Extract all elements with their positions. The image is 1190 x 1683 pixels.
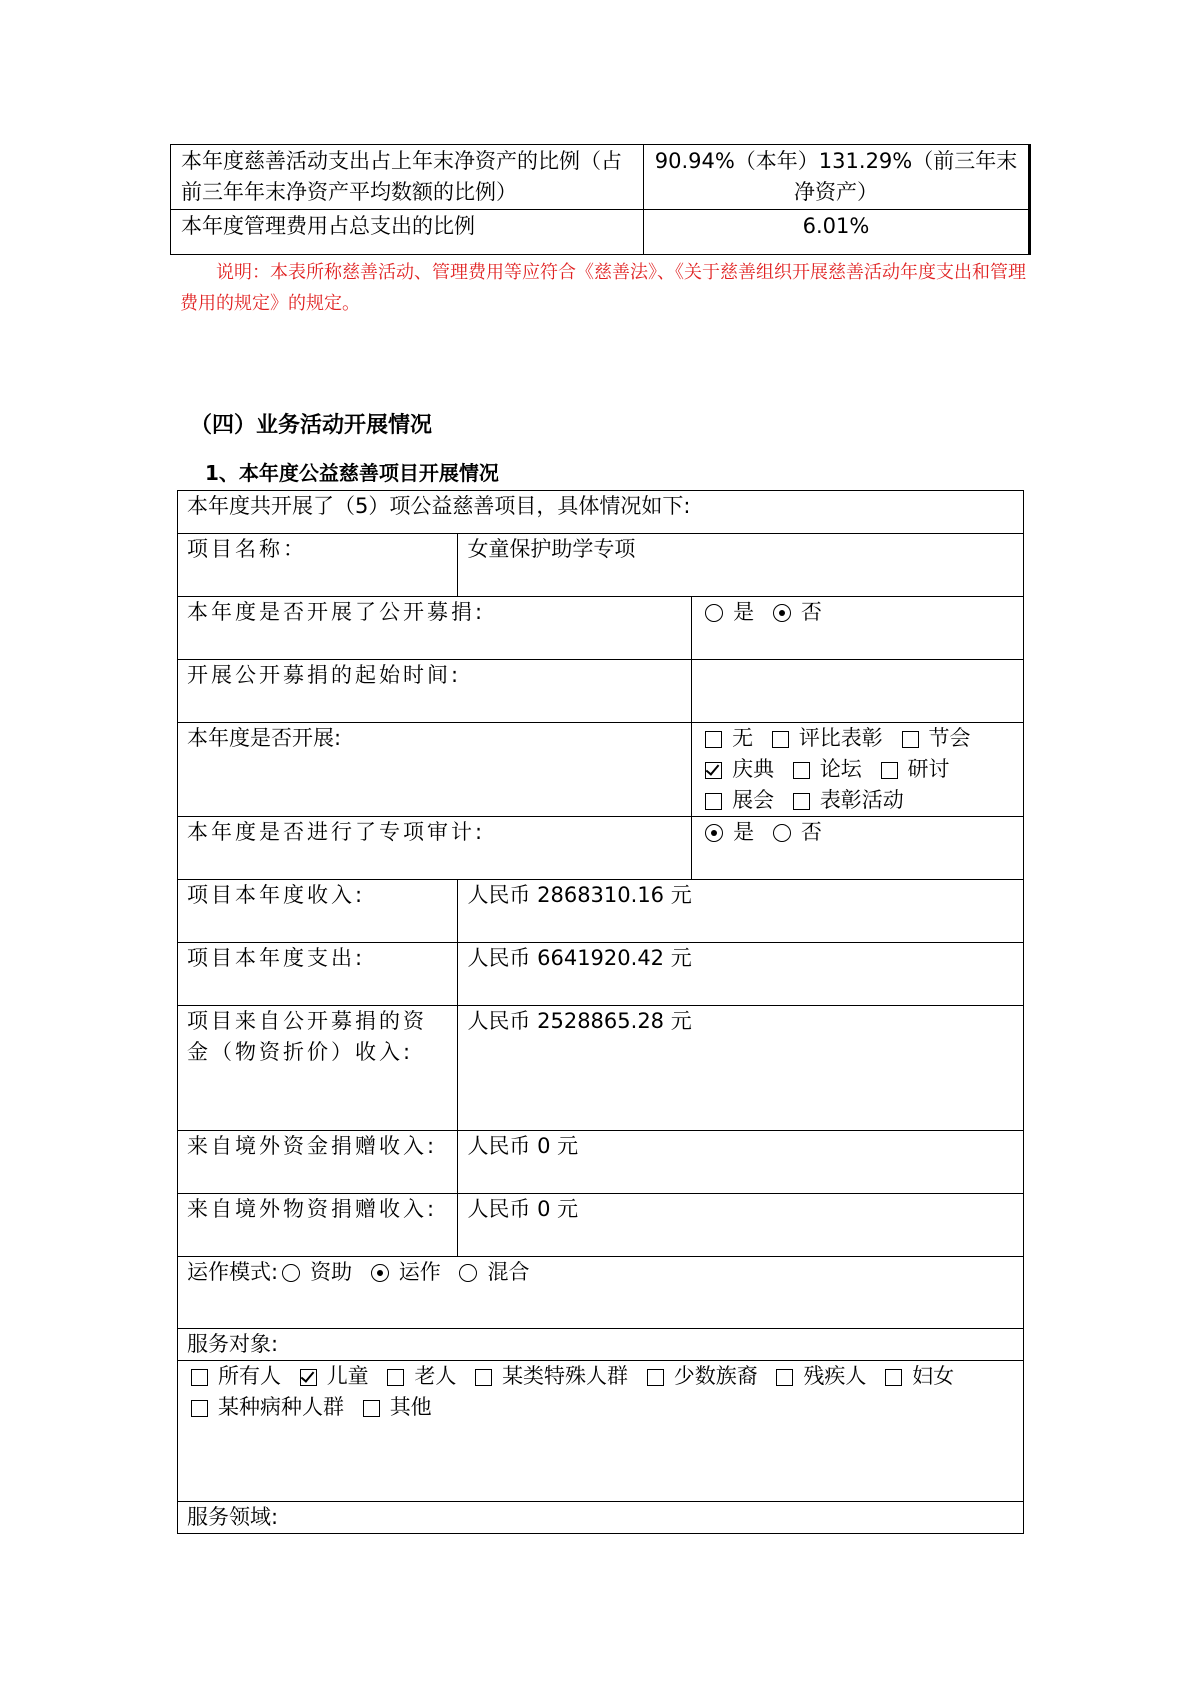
checkbox-unchecked-icon[interactable] — [902, 731, 919, 748]
option-checkbox[interactable] — [701, 757, 774, 781]
option-checkbox[interactable] — [471, 1364, 628, 1388]
checkbox-unchecked-icon[interactable] — [881, 762, 898, 779]
project-name-value: 女童保护助学专项 — [458, 534, 1024, 597]
checkbox-checked-icon[interactable] — [300, 1369, 317, 1386]
option-checkbox[interactable] — [359, 1395, 432, 1419]
option-label: 表彰活动 — [819, 788, 904, 812]
targets-options — [178, 1361, 1024, 1502]
option-radio[interactable] — [701, 820, 754, 844]
option-label: 是 — [733, 820, 755, 844]
radio-unchecked-icon[interactable] — [282, 1264, 300, 1282]
option-label: 资助 — [310, 1260, 353, 1284]
audit-label: 本年度是否进行了专项审计: — [178, 817, 692, 880]
option-label: 否 — [800, 600, 822, 624]
option-label: 其他 — [389, 1395, 432, 1419]
option-checkbox[interactable] — [772, 1364, 866, 1388]
income-label: 项目本年度收入: — [178, 880, 458, 943]
option-label: 论坛 — [819, 757, 862, 781]
radio-unchecked-icon[interactable] — [773, 824, 791, 842]
checkbox-unchecked-icon[interactable] — [793, 762, 810, 779]
option-label: 某类特殊人群 — [502, 1364, 629, 1388]
option-label: 是 — [733, 600, 755, 624]
option-checkbox[interactable] — [877, 757, 950, 781]
option-radio[interactable] — [769, 600, 822, 624]
foreign-goods-value: 人民币 0 元 — [458, 1194, 1024, 1257]
option-label: 所有人 — [218, 1364, 281, 1388]
option-label: 妇女 — [912, 1364, 955, 1388]
events-options — [692, 723, 1024, 817]
option-label: 残疾人 — [803, 1364, 867, 1388]
field-label: 服务领域: — [178, 1502, 1024, 1534]
option-radio[interactable] — [701, 600, 754, 624]
option-checkbox[interactable] — [789, 788, 904, 812]
option-label: 少数族裔 — [673, 1364, 758, 1388]
mode-row — [178, 1257, 1024, 1329]
option-label: 混合 — [487, 1260, 530, 1284]
checkbox-unchecked-icon[interactable] — [191, 1400, 208, 1417]
checkbox-checked-icon[interactable] — [705, 762, 722, 779]
option-radio[interactable] — [455, 1260, 529, 1284]
sub-title: 1、本年度公益慈善项目开展情况 — [205, 461, 499, 485]
checkbox-unchecked-icon[interactable] — [705, 793, 722, 810]
checkbox-unchecked-icon[interactable] — [647, 1369, 664, 1386]
project-intro: 本年度共开展了（5）项公益慈善项目，具体情况如下: — [178, 491, 1024, 534]
option-radio[interactable] — [769, 820, 822, 844]
option-label: 庆典 — [732, 757, 775, 781]
public-income-value: 人民币 2528865.28 元 — [458, 1006, 1024, 1131]
checkbox-unchecked-icon[interactable] — [387, 1369, 404, 1386]
option-label: 节会 — [928, 726, 971, 750]
management-ratio-value: 6.01% — [644, 210, 1030, 255]
checkbox-unchecked-icon[interactable] — [475, 1369, 492, 1386]
option-label: 无 — [732, 726, 754, 750]
audit-options — [692, 817, 1024, 880]
checkbox-unchecked-icon[interactable] — [772, 731, 789, 748]
option-label: 儿童 — [326, 1364, 369, 1388]
option-label: 研讨 — [907, 757, 950, 781]
option-checkbox[interactable] — [768, 726, 883, 750]
section-title: （四）业务活动开展情况 — [190, 413, 433, 438]
option-checkbox[interactable] — [383, 1364, 456, 1388]
option-radio[interactable] — [278, 1260, 352, 1284]
option-label: 评比表彰 — [798, 726, 883, 750]
option-checkbox[interactable] — [296, 1364, 369, 1388]
expense-label: 项目本年度支出: — [178, 943, 458, 1006]
management-ratio-label: 本年度管理费用占总支出的比例 — [171, 210, 644, 255]
option-checkbox[interactable] — [701, 726, 753, 750]
radio-unchecked-icon[interactable] — [459, 1264, 477, 1282]
checkbox-unchecked-icon[interactable] — [191, 1369, 208, 1386]
option-checkbox[interactable] — [643, 1364, 758, 1388]
events-label: 本年度是否开展: — [178, 723, 692, 817]
project-name-label: 项目名称： — [178, 534, 458, 597]
checkbox-unchecked-icon[interactable] — [776, 1369, 793, 1386]
option-checkbox[interactable] — [187, 1364, 281, 1388]
option-label: 老人 — [414, 1364, 457, 1388]
radio-checked-icon[interactable] — [773, 604, 791, 622]
option-label: 运作 — [398, 1260, 441, 1284]
expense-value: 人民币 6641920.42 元 — [458, 943, 1024, 1006]
radio-unchecked-icon[interactable] — [705, 604, 723, 622]
mode-label: 运作模式: — [187, 1260, 279, 1284]
project-table — [177, 490, 1024, 1534]
option-radio[interactable] — [367, 1260, 441, 1284]
income-value: 人民币 2868310.16 元 — [458, 880, 1024, 943]
fundraising-start-value — [692, 660, 1024, 723]
foreign-goods-label: 来自境外物资捐赠收入: — [178, 1194, 458, 1257]
option-checkbox[interactable] — [789, 757, 862, 781]
fundraising-start-label: 开展公开募捐的起始时间: — [178, 660, 692, 723]
option-checkbox[interactable] — [701, 788, 774, 812]
checkbox-unchecked-icon[interactable] — [363, 1400, 380, 1417]
public-fundraising-label: 本年度是否开展了公开募捐: — [178, 597, 692, 660]
option-label: 否 — [800, 820, 822, 844]
radio-checked-icon[interactable] — [705, 824, 723, 842]
public-fundraising-options — [692, 597, 1024, 660]
regulation-note: 说明：本表所称慈善活动、管理费用等应符合《慈善法》、《关于慈善组织开展慈善活动年度支出和管理费用的规定》的规定。 — [180, 262, 1026, 314]
option-checkbox[interactable] — [881, 1364, 954, 1388]
foreign-cash-value: 人民币 0 元 — [458, 1131, 1024, 1194]
checkbox-unchecked-icon[interactable] — [885, 1369, 902, 1386]
option-label: 展会 — [732, 788, 775, 812]
public-income-label: 项目来自公开募捐的资金（物资折价）收入: — [178, 1006, 458, 1131]
expense-ratio-table — [170, 144, 1031, 255]
checkbox-unchecked-icon[interactable] — [705, 731, 722, 748]
mode-options — [278, 1260, 537, 1284]
option-checkbox[interactable] — [187, 1395, 344, 1419]
option-checkbox[interactable] — [898, 726, 971, 750]
option-label: 某种病种人群 — [218, 1395, 344, 1419]
checkbox-unchecked-icon[interactable] — [793, 793, 810, 810]
radio-checked-icon[interactable] — [371, 1264, 389, 1282]
targets-label: 服务对象: — [178, 1329, 1024, 1361]
activity-ratio-value: 90.94%（本年）131.29%（前三年末净资产） — [644, 145, 1030, 210]
activity-ratio-label: 本年度慈善活动支出占上年末净资产的比例（占前三年年末净资产平均数额的比例） — [171, 145, 644, 210]
foreign-cash-label: 来自境外资金捐赠收入: — [178, 1131, 458, 1194]
